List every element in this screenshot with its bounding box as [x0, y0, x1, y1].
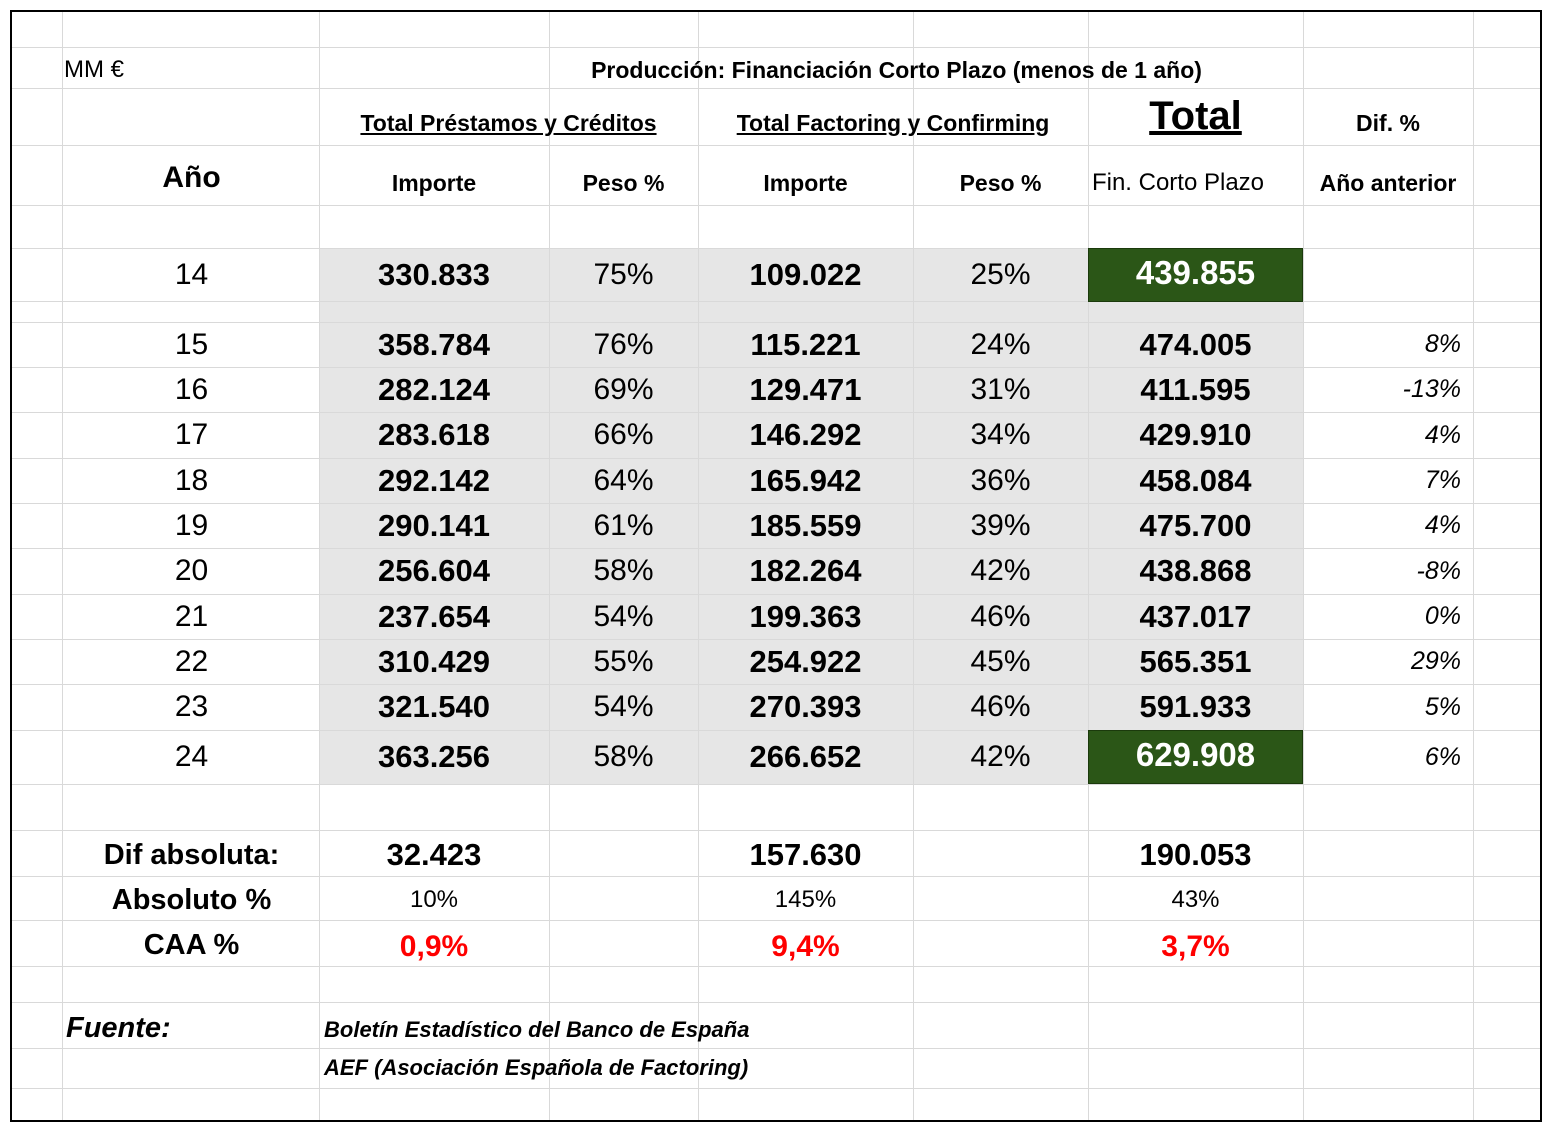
cell-peso1: 66%	[593, 418, 654, 451]
cell-total: 565.351	[1139, 643, 1252, 679]
cell-prest: 283.618	[377, 417, 491, 452]
cell-total: 458.084	[1139, 462, 1252, 498]
cell-dif: 7%	[1424, 466, 1461, 494]
cell-fact: 270.393	[749, 689, 862, 724]
cell-year: 14	[174, 258, 209, 291]
summary-caa-label: CAA %	[143, 928, 240, 961]
cell-prest: 237.654	[377, 598, 491, 634]
source-line-1: Boletín Estadístico del Banco de España	[324, 1017, 750, 1042]
cell-peso1: 75%	[593, 258, 654, 291]
cell-year: 15	[174, 327, 209, 361]
cell-dif: 29%	[1410, 647, 1461, 675]
cell-peso1: 54%	[593, 599, 654, 633]
summary-caa-total: 3,7%	[1161, 930, 1230, 963]
cell-peso2: 46%	[970, 599, 1031, 633]
cell-year: 23	[174, 690, 209, 723]
cell-total: 429.910	[1139, 417, 1252, 452]
summary-abs-pct-prest: 10%	[409, 886, 459, 913]
cell-fact: 185.559	[749, 507, 862, 543]
unit-label: MM €	[64, 56, 124, 83]
cell-fact: 146.292	[749, 417, 862, 452]
cell-year: 24	[174, 740, 209, 773]
spreadsheet	[10, 10, 1542, 1122]
cell-peso2: 39%	[970, 508, 1031, 542]
col-header-year: Año	[162, 161, 221, 194]
cell-prest: 363.256	[377, 739, 491, 774]
cell-year: 16	[174, 372, 209, 406]
col-header-dif-sub: Año anterior	[1319, 169, 1457, 196]
group-header-total: Total	[1149, 93, 1242, 138]
cell-dif: 0%	[1424, 602, 1461, 630]
cell-prest: 290.141	[377, 507, 491, 543]
group-header-prestamos: Total Préstamos y Créditos	[360, 109, 657, 136]
cell-peso2: 36%	[970, 463, 1031, 497]
cell-peso1: 64%	[593, 463, 654, 497]
cell-peso2: 25%	[970, 258, 1031, 291]
cell-dif: 4%	[1424, 420, 1461, 449]
cell-peso2: 45%	[970, 644, 1031, 678]
cell-fact: 165.942	[749, 462, 862, 498]
cell-total: 475.700	[1139, 507, 1252, 543]
cell-prest: 292.142	[377, 462, 491, 498]
cell-year: 19	[174, 508, 209, 542]
main-title: Producción: Financiación Corto Plazo (menos de 1 año)	[591, 56, 1202, 83]
col-header-importe-2: Importe	[763, 169, 848, 196]
cell-prest: 321.540	[377, 689, 491, 724]
cell-total: 629.908	[1135, 736, 1256, 773]
cell-year: 17	[174, 418, 209, 451]
cell-peso1: 61%	[593, 508, 654, 542]
cell-peso2: 46%	[970, 690, 1031, 723]
cell-fact: 182.264	[749, 553, 862, 588]
summary-abs-pct-total: 43%	[1171, 886, 1220, 913]
cell-prest: 310.429	[377, 643, 491, 679]
cell-peso1: 54%	[593, 690, 654, 723]
cell-year: 22	[174, 644, 209, 678]
col-header-importe-1: Importe	[391, 169, 477, 196]
cell-peso2: 42%	[970, 554, 1031, 587]
cell-total: 438.868	[1139, 553, 1252, 588]
grid-row-line	[12, 784, 1540, 785]
cell-peso1: 69%	[593, 372, 654, 406]
summary-dif-abs-prest: 32.423	[386, 837, 482, 872]
cell-fact: 129.471	[749, 371, 862, 407]
col-header-peso-2: Peso %	[959, 169, 1042, 196]
summary-dif-abs-label: Dif absoluta:	[103, 838, 280, 871]
summary-abs-pct-label: Absoluto %	[111, 883, 272, 916]
cell-total: 474.005	[1139, 326, 1252, 362]
cell-fact: 199.363	[749, 598, 862, 634]
grid-col-line	[62, 12, 63, 1120]
source-label: Fuente:	[66, 1011, 171, 1044]
col-header-total-sub: Fin. Corto Plazo	[1091, 169, 1265, 196]
cell-dif: 6%	[1424, 742, 1461, 771]
cell-prest: 282.124	[377, 371, 491, 407]
cell-prest: 358.784	[377, 326, 491, 362]
grid-col-line	[1473, 12, 1474, 1120]
grid-row-line	[12, 47, 1540, 48]
cell-total: 411.595	[1140, 371, 1251, 407]
cell-dif: 5%	[1424, 692, 1461, 721]
cell-peso2: 42%	[970, 740, 1031, 773]
cell-fact: 266.652	[749, 739, 862, 774]
summary-abs-pct-fact: 145%	[774, 886, 837, 913]
group-header-factoring: Total Factoring y Confirming	[736, 109, 1050, 136]
source-line-2: AEF (Asociación Española de Factoring)	[324, 1055, 749, 1080]
grid-row-line	[12, 1002, 1540, 1003]
summary-dif-abs-fact: 157.630	[749, 837, 862, 872]
cell-peso2: 24%	[970, 327, 1031, 361]
grid-row-line	[12, 830, 1540, 831]
summary-caa-fact: 9,4%	[771, 930, 840, 963]
cell-peso1: 58%	[593, 554, 654, 587]
summary-caa-prest: 0,9%	[399, 930, 469, 963]
cell-peso1: 55%	[593, 644, 654, 678]
cell-dif	[1303, 248, 1473, 302]
cell-prest: 256.604	[377, 553, 491, 588]
cell-year: 21	[174, 599, 209, 633]
group-header-dif: Dif. %	[1356, 109, 1420, 136]
cell-dif: 4%	[1424, 511, 1461, 539]
cell-fact: 254.922	[749, 643, 862, 679]
col-header-peso-1: Peso %	[582, 169, 665, 196]
cell-fact: 109.022	[749, 257, 862, 292]
cell-year: 18	[174, 463, 209, 497]
summary-dif-abs-total: 190.053	[1139, 837, 1252, 872]
grid-row-line	[12, 1088, 1540, 1089]
cell-peso2: 34%	[970, 418, 1031, 451]
grid-row-line	[12, 1048, 1540, 1049]
cell-peso2: 31%	[970, 372, 1031, 406]
cell-prest: 330.833	[377, 257, 491, 292]
cell-dif: 8%	[1424, 330, 1461, 358]
cell-dif: -13%	[1402, 375, 1461, 403]
cell-total: 437.017	[1139, 598, 1252, 634]
cell-peso1: 76%	[593, 327, 654, 361]
cell-total: 591.933	[1139, 689, 1252, 724]
cell-peso1: 58%	[593, 740, 654, 773]
cell-fact: 115.221	[750, 326, 861, 362]
cell-dif: -8%	[1416, 556, 1461, 585]
cell-year: 20	[174, 554, 209, 587]
cell-total: 439.855	[1135, 254, 1256, 291]
